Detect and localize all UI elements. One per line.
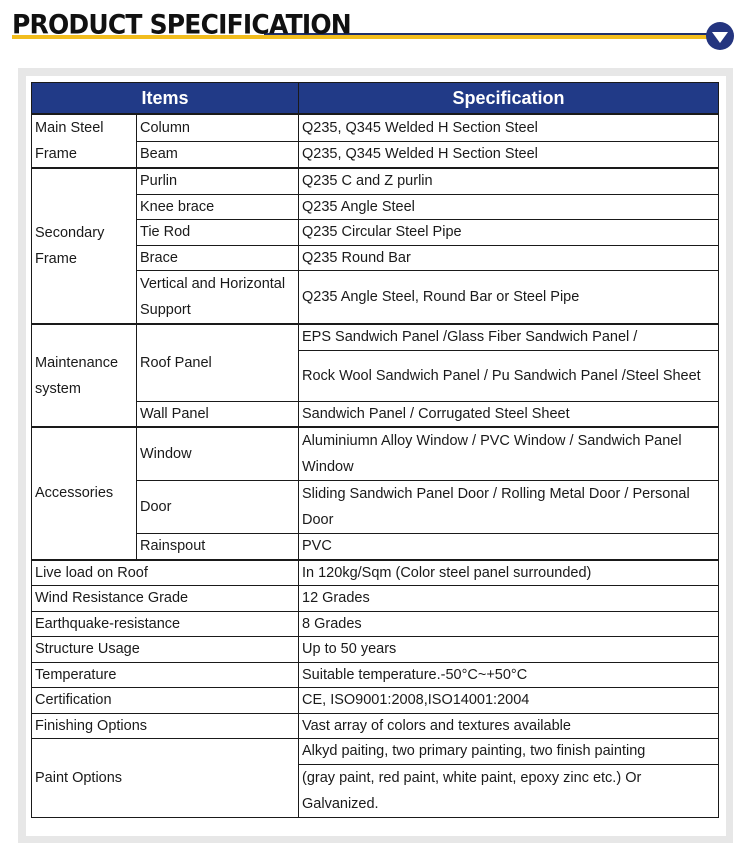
item-cell: Live load on Roof bbox=[32, 560, 299, 586]
table-row bbox=[32, 611, 719, 637]
spec-cell: EPS Sandwich Panel /Glass Fiber Sandwich Panel / bbox=[299, 324, 719, 350]
spec-cell: Q235 Angle Steel, Round Bar or Steel Pipe bbox=[299, 271, 719, 325]
spec-cell: Vast array of colors and textures available bbox=[299, 713, 719, 739]
spec-cell: Aluminiumn Alloy Window / PVC Window / Sandwich Panel Window bbox=[299, 427, 719, 481]
spec-cell: CE, ISO9001:2008,ISO14001:2004 bbox=[299, 688, 719, 714]
table-row bbox=[32, 739, 719, 765]
collapse-button[interactable] bbox=[706, 22, 734, 50]
item-cell: Roof Panel bbox=[137, 324, 299, 401]
item-cell: Tie Rod bbox=[137, 220, 299, 246]
specification-table bbox=[31, 82, 719, 818]
spec-cell: Up to 50 years bbox=[299, 637, 719, 663]
item-cell: Column bbox=[137, 114, 299, 141]
spec-cell: 8 Grades bbox=[299, 611, 719, 637]
item-cell: Window bbox=[137, 427, 299, 481]
table-row bbox=[32, 713, 719, 739]
group-label: Accessories bbox=[32, 427, 137, 560]
spec-cell: (gray paint, red paint, white paint, epoxy zinc etc.) Or Galvanized. bbox=[299, 764, 719, 817]
spec-cell: Q235 Round Bar bbox=[299, 245, 719, 271]
table-row bbox=[32, 114, 719, 141]
table-row bbox=[32, 637, 719, 663]
item-cell: Beam bbox=[137, 141, 299, 168]
chevron-down-icon bbox=[712, 32, 728, 43]
spec-cell: Q235 C and Z purlin bbox=[299, 168, 719, 194]
item-cell: Structure Usage bbox=[32, 637, 299, 663]
table-row bbox=[32, 662, 719, 688]
group-label: Main Steel Frame bbox=[32, 114, 137, 168]
spec-cell: Suitable temperature.-50°C~+50°C bbox=[299, 662, 719, 688]
spec-cell: Sliding Sandwich Panel Door / Rolling Metal Door / Personal Door bbox=[299, 481, 719, 534]
spec-cell: Q235 Circular Steel Pipe bbox=[299, 220, 719, 246]
item-cell: Purlin bbox=[137, 168, 299, 194]
item-cell: Finishing Options bbox=[32, 713, 299, 739]
column-header-specification: Specification bbox=[299, 83, 719, 115]
item-cell: Rainspout bbox=[137, 534, 299, 560]
item-cell: Temperature bbox=[32, 662, 299, 688]
table-row bbox=[32, 560, 719, 586]
item-cell: Wall Panel bbox=[137, 401, 299, 427]
column-header-items: Items bbox=[32, 83, 299, 115]
item-cell: Paint Options bbox=[32, 739, 299, 818]
table-row bbox=[32, 586, 719, 612]
item-cell: Door bbox=[137, 481, 299, 534]
spec-cell: PVC bbox=[299, 534, 719, 560]
spec-cell: Sandwich Panel / Corrugated Steel Sheet bbox=[299, 401, 719, 427]
spec-cell: Q235, Q345 Welded H Section Steel bbox=[299, 141, 719, 168]
item-cell: Wind Resistance Grade bbox=[32, 586, 299, 612]
table-row bbox=[32, 324, 719, 350]
table-row bbox=[32, 427, 719, 481]
group-label: Maintenance system bbox=[32, 324, 137, 427]
item-cell: Certification bbox=[32, 688, 299, 714]
spec-cell: Q235 Angle Steel bbox=[299, 194, 719, 220]
spec-cell: 12 Grades bbox=[299, 586, 719, 612]
table-row bbox=[32, 688, 719, 714]
spec-cell: Alkyd paiting, two primary painting, two finish painting bbox=[299, 739, 719, 765]
group-label: Secondary Frame bbox=[32, 168, 137, 324]
spec-cell: Rock Wool Sandwich Panel / Pu Sandwich Panel /Steel Sheet bbox=[299, 350, 719, 401]
table-row bbox=[32, 168, 719, 194]
spec-cell: In 120kg/Sqm (Color steel panel surrounded) bbox=[299, 560, 719, 586]
page-title: PRODUCT SPECIFICATION bbox=[12, 9, 351, 40]
item-cell: Brace bbox=[137, 245, 299, 271]
item-cell: Knee brace bbox=[137, 194, 299, 220]
section-header bbox=[12, 6, 742, 52]
table-header-row bbox=[32, 83, 719, 115]
item-cell: Vertical and Horizontal Support bbox=[137, 271, 299, 325]
item-cell: Earthquake-resistance bbox=[32, 611, 299, 637]
spec-cell: Q235, Q345 Welded H Section Steel bbox=[299, 114, 719, 141]
